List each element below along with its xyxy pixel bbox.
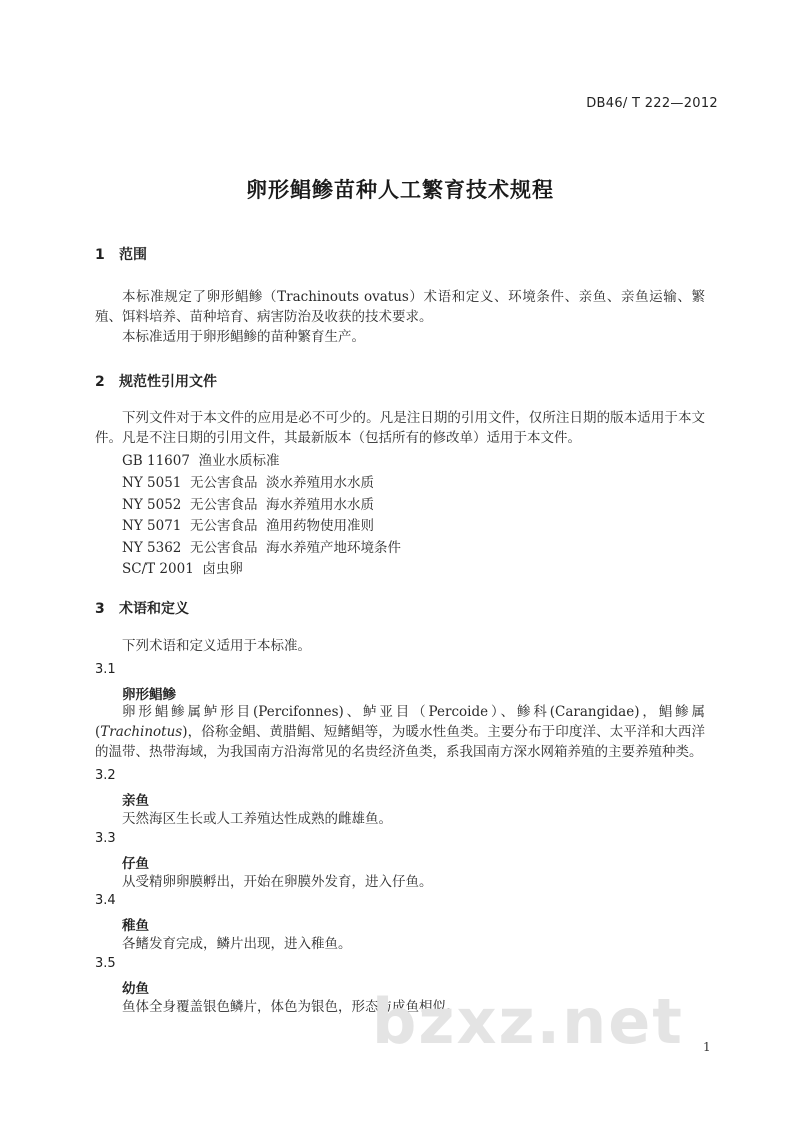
section-2-paragraph-1: 下列文件对于本文件的应用是必不可少的。凡是注日期的引用文件，仅所注日期的版本适用于本文件。凡是不注日期的引用文件，其最新版本（包括所有的修改单）适用于本文件。 [95, 410, 705, 446]
term-3-2-definition: 天然海区生长或人工养殖达性成熟的雌雄鱼。 [122, 811, 392, 827]
reference-item: NY 5071 无公害食品 渔用药物使用准则 [122, 518, 375, 534]
section-3-number: 3 [95, 601, 105, 617]
section-3-heading [95, 598, 189, 618]
term-3-1-number: 3.1 [95, 662, 116, 677]
section-1-title: 范围 [119, 247, 147, 263]
standard-code: DB46/ T 222—2012 [586, 96, 718, 111]
section-1-number: 1 [95, 247, 105, 263]
site-watermark: bzxz.net [372, 985, 684, 1058]
section-3-title: 术语和定义 [119, 601, 189, 617]
section-1-paragraph-1: 本标准规定了卵形鲳鲹（Trachinouts ovatus）术语和定义、环境条件、亲鱼、亲鱼运输、繁殖、饵料培养、苗种培育、病害防治及收获的技术要求。 [95, 289, 705, 325]
latin-genus-name: Trachinotus [100, 724, 183, 740]
term-3-4-number: 3.4 [95, 893, 116, 908]
term-3-2-number: 3.2 [95, 768, 116, 783]
term-3-2-name: 亲鱼 [122, 793, 149, 809]
section-2-title: 规范性引用文件 [119, 374, 217, 390]
section-1-heading [95, 244, 147, 264]
term-3-1-name: 卵形鲳鲹 [122, 687, 176, 703]
term-3-3-name: 仔鱼 [122, 856, 149, 872]
term-3-1-definition [95, 702, 705, 762]
reference-item: SC/T 2001 卤虫卵 [122, 561, 243, 577]
reference-item: NY 5051 无公害食品 淡水养殖用水水质 [122, 475, 375, 491]
reference-item: GB 11607 渔业水质标准 [122, 453, 280, 469]
term-3-5-definition: 鱼体全身覆盖银色鳞片，体色为银色，形态与成鱼相似。 [122, 999, 460, 1015]
reference-item: NY 5362 无公害食品 海水养殖产地环境条件 [122, 540, 402, 556]
section-1-paragraph-2: 本标准适用于卵形鲳鲹的苗种繁育生产。 [122, 329, 365, 345]
page-number: 1 [703, 1040, 711, 1054]
definition-text: )，俗称金鲳、黄腊鲳、短鳍鲳等，为暖水性鱼类。主要分布于印度洋、太平洋和大西洋的温带、热带海域，为我国南方沿海常见的名贵经济鱼类，系我国南方深水网箱养殖的主要养殖种类。 [95, 724, 705, 760]
definition-text: 卵形鲳鲹属鲈形目(Percifonnes)、鲈亚目（Percoide）、鲹科(Carangidae)，鲳鲹属( [95, 704, 705, 740]
term-3-5-name: 幼鱼 [122, 981, 149, 997]
document-title: 卵形鲳鲹苗种人工繁育技术规程 [246, 178, 554, 202]
section-2-heading [95, 371, 217, 391]
section-3-intro: 下列术语和定义适用于本标准。 [122, 638, 311, 654]
reference-item: NY 5052 无公害食品 海水养殖用水水质 [122, 497, 375, 513]
term-3-4-name: 稚鱼 [122, 918, 149, 934]
section-2-number: 2 [95, 374, 105, 390]
term-3-3-definition: 从受精卵卵膜孵出，开始在卵膜外发育，进入仔鱼。 [122, 874, 433, 890]
term-3-5-number: 3.5 [95, 956, 116, 971]
term-3-4-definition: 各鳍发育完成，鳞片出现，进入稚鱼。 [122, 936, 352, 952]
term-3-3-number: 3.3 [95, 831, 116, 846]
